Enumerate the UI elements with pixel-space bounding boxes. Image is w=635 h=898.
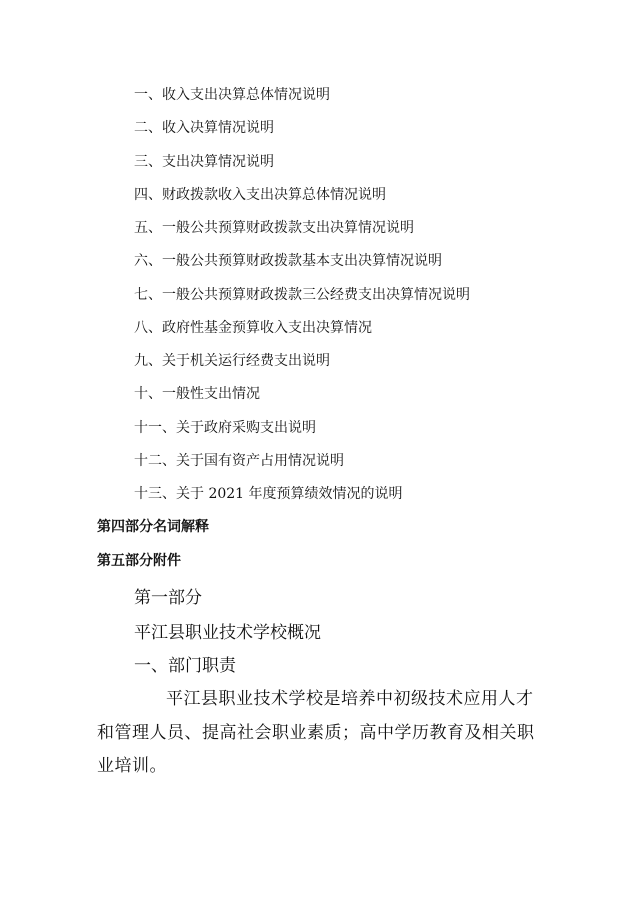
toc-item: 十二、关于国有资产占用情况说明 — [134, 452, 344, 469]
toc-item: 九、关于机关运行经费支出说明 — [134, 353, 330, 369]
section-heading: 一、部门职责 — [134, 656, 236, 676]
toc-item: 十三、关于 2021 年度预算绩效情况的说明 — [134, 486, 403, 502]
toc-item: 十、一般性支出情况 — [134, 386, 260, 403]
part-four-heading: 第四部分名词解释 — [97, 519, 209, 535]
toc-item: 五、一般公共预算财政拨款支出决算情况说明 — [134, 220, 414, 236]
duties-paragraph: 平江县职业技术学校是培养中初级技术应用人才和管理人员、提高社会职业素质；高中学历教育及相关职业培训。 — [97, 689, 535, 776]
toc-item: 一、收入支出决算总体情况说明 — [134, 87, 330, 103]
toc-item: 四、财政拨款收入支出决算总体情况说明 — [134, 186, 386, 203]
part-one-title: 第一部分 — [134, 588, 202, 608]
toc-item: 八、政府性基金预算收入支出决算情况 — [134, 319, 372, 336]
toc-item: 七、一般公共预算财政拨款三公经费支出决算情况说明 — [134, 286, 470, 303]
toc-item: 二、收入决算情况说明 — [134, 120, 274, 137]
table-of-contents — [134, 84, 470, 516]
organization-title: 平江县职业技术学校概况 — [134, 623, 321, 643]
part-five-heading: 第五部分附件 — [97, 553, 181, 569]
toc-item: 三、支出决算情况说明 — [134, 153, 274, 170]
toc-item: 十一、关于政府采购支出说明 — [134, 419, 316, 436]
toc-item: 六、一般公共预算财政拨款基本支出决算情况说明 — [134, 253, 442, 270]
